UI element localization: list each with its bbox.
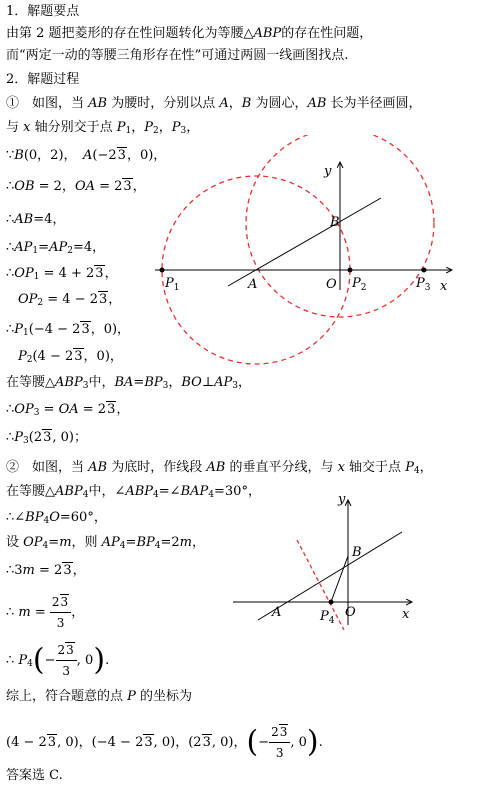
label-y1: y <box>324 164 332 179</box>
label-b1: B <box>330 215 340 230</box>
point-p4 <box>329 600 334 605</box>
label-y2: y <box>338 492 346 507</box>
case1-line6: $\therefore AP_1=AP_2=4$， <box>6 240 106 256</box>
case2-line6: ∴ m = $\frac{23}{3}$ ， <box>6 592 84 633</box>
label-x1: x <box>440 279 448 294</box>
label-o1: O <box>326 277 337 292</box>
conclusion-line2: (4 − 23, 0)，(−4 − 23, 0)，(23, 0)，(− $\frac{23}{3}$ , 0). <box>6 722 323 763</box>
label-o2: O <box>345 605 356 620</box>
section1-line1: 由第 2 题把菱形的存在性问题转化为等腰△ABP的存在性问题， <box>6 26 373 41</box>
case1-line8: $OP_2 = 4 - 23$， <box>18 292 122 308</box>
case1-line12: $\therefore OP_3$ = OA = 23， <box>6 402 130 418</box>
case2-line4: 设 $OP_4=m$，则 $AP_4=BP_4=2m$， <box>6 535 205 551</box>
label-x2: x <box>402 607 410 622</box>
section1-line2: 而“两定一动的等腰三角形存在性”可通过两圆一线画图找点. <box>6 48 349 63</box>
case2-line5: ∴3m = 23， <box>6 563 86 578</box>
point-p1 <box>160 268 165 273</box>
case1-line11: 在等腰$\triangle ABP_3$中，$BA=BP_3$，$BO\perp AP_3$， <box>6 375 251 391</box>
label-b2: B <box>352 545 362 560</box>
answer-line: 答案选 C. <box>6 768 63 783</box>
case1-line10: $P_2(4 - 23$，0)， <box>18 349 123 365</box>
case1-line3: ∵B(0，2)， A(−23，0)， <box>6 148 167 163</box>
case1-line7: $\therefore OP_1 = 4 + 23$， <box>6 266 118 282</box>
segment-bp4 <box>331 556 348 602</box>
figure-2 <box>228 488 423 638</box>
figure-1 <box>150 135 470 375</box>
case1-line13: $\therefore P_3(23$, 0)； <box>6 430 87 446</box>
point-p3 <box>422 268 427 273</box>
point-p2 <box>348 268 353 273</box>
section1-heading: 1．解题要点 <box>6 4 80 19</box>
label-a1: A <box>248 277 258 292</box>
case1-line9: $\therefore P_1(-4 - 23$，0)， <box>6 322 131 338</box>
case2-line3: $\therefore\angle BP_4O=60^\circ$， <box>6 510 107 526</box>
case1-line2: 与 x 轴分别交于点 $P_1$，$P_2$，$P_3$， <box>6 120 200 136</box>
case2-line7: ∴ $P_4(-$ $\frac{23}{3}$ , 0). <box>6 640 109 681</box>
case1-line4: ∴OB = 2，OA = 23， <box>6 179 146 194</box>
label-p2: $P_2$ <box>352 276 367 293</box>
case1-line5: ∴AB=4， <box>6 212 66 227</box>
label-p1: $P_1$ <box>165 276 180 293</box>
case2-line1: ② 如图，当 AB 为底时，作线段 AB 的垂直平分线，与 x 轴交于点 $P_4$， <box>6 460 433 476</box>
line-ab <box>228 198 381 286</box>
label-a2: A <box>272 605 282 620</box>
label-p3: $P_3$ <box>416 276 431 293</box>
label-p4: $P_4$ <box>320 609 335 626</box>
conclusion-line1: 综上，符合题意的点 P 的坐标为 <box>6 689 193 704</box>
section2-heading: 2．解题过程 <box>6 72 80 87</box>
case1-line1: ① 如图，当 AB 为腰时，分别以点 A，B 为圆心，AB 长为半径画圆， <box>6 96 422 111</box>
case2-line2: 在等腰$\triangle ABP_4$中，$\angle ABP_4=\angle BAP_4=30^\circ$， <box>6 484 261 500</box>
